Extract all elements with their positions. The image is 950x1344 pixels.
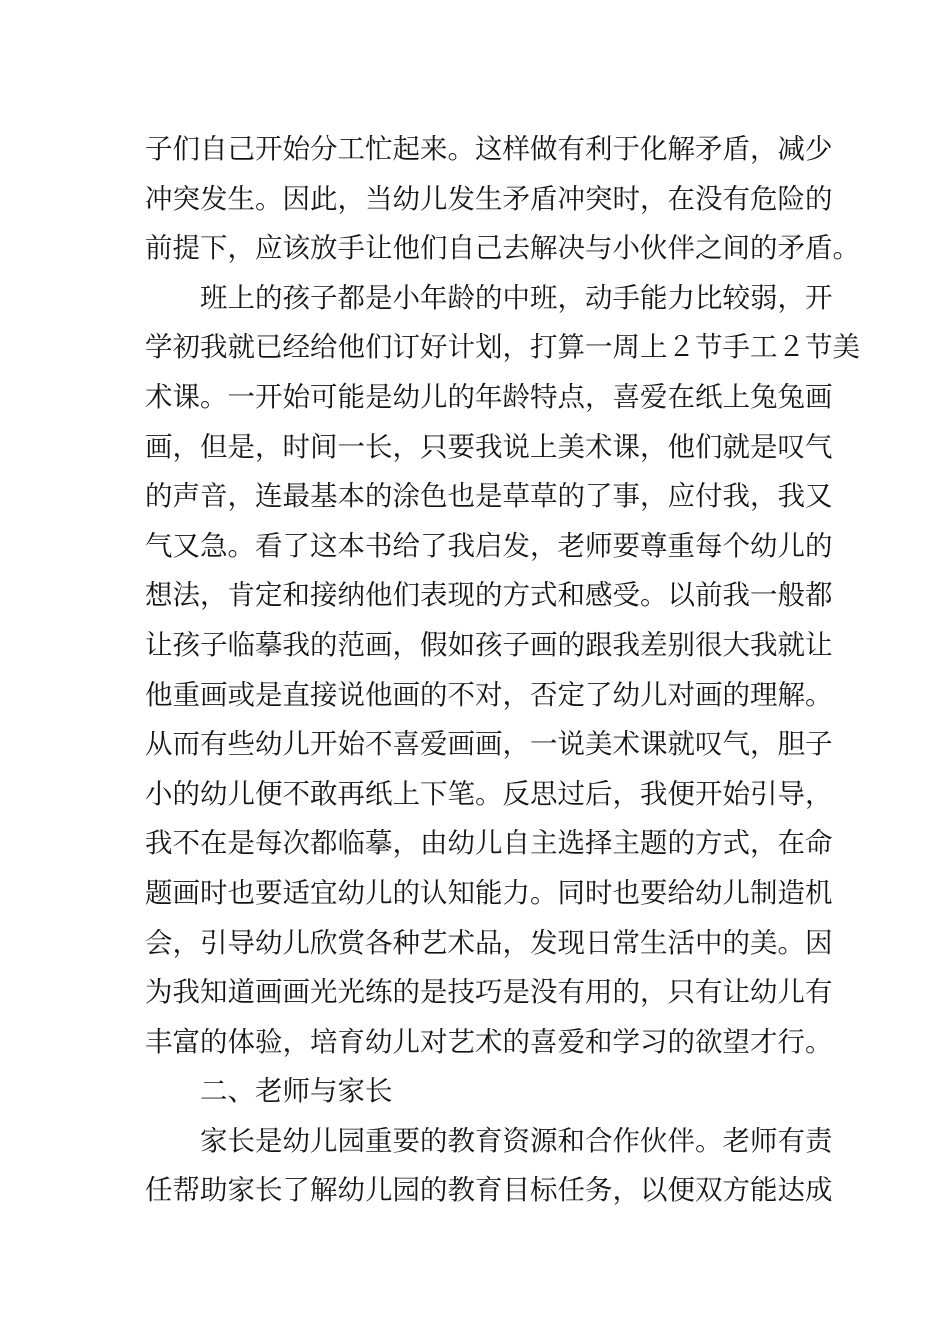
text-line: 为我知道画画光光练的是技巧是没有用的，只有让幼儿有 [145,976,833,1009]
text-line: 冲突发生。因此，当幼儿发生矛盾冲突时，在没有危险的 [145,182,833,215]
text-line: 学初我就已经给他们订好计划，打算一周上２节手工２节美 [145,331,860,364]
document-body [145,125,860,1216]
text-line: 任帮助家长了解幼儿园的教育目标任务，以便双方能达成 [145,1174,833,1207]
text-line: 前提下，应该放手让他们自己去解决与小伙伴之间的矛盾。 [145,232,860,265]
text-line: 从而有些幼儿开始不喜爱画画，一说美术课就叹气，胆子 [145,728,833,761]
text-line: 他重画或是直接说他画的不对，否定了幼儿对画的理解。 [145,678,833,711]
text-line: 班上的孩子都是小年龄的中班，动手能力比较弱，开 [200,281,833,314]
text-line: 想法，肯定和接纳他们表现的方式和感受。以前我一般都 [145,579,833,612]
text-line: 家长是幼儿园重要的教育资源和合作伙伴。老师有责 [200,1124,833,1157]
text-line: 子们自己开始分工忙起来。这样做有利于化解矛盾，减少 [145,133,833,165]
text-line: 丰富的体验，培育幼儿对艺术的喜爱和学习的欲望才行。 [145,1025,833,1058]
text-line: 气又急。看了这本书给了我启发，老师要尊重每个幼儿的 [145,529,833,562]
text-line: 的声音，连最基本的涂色也是草草的了事，应付我，我又 [145,480,833,513]
text-line: 小的幼儿便不敢再纸上下笔。反思过后，我便开始引导， [145,777,833,810]
text-line: 画，但是，时间一长，只要我说上美术课，他们就是叹气 [145,430,833,463]
text-line: 题画时也要适宜幼儿的认知能力。同时也要给幼儿制造机 [145,876,833,909]
text-line: 会，引导幼儿欣赏各种艺术品，发现日常生活中的美。因 [145,926,833,959]
section-heading: 二、老师与家长 [200,1075,393,1108]
text-line: 我不在是每次都临摹，由幼儿自主选择主题的方式，在命 [145,827,833,860]
text-line: 术课。一开始可能是幼儿的年龄特点，喜爱在纸上兔兔画 [145,380,833,413]
text-line: 让孩子临摹我的范画，假如孩子画的跟我差别很大我就让 [145,628,833,661]
